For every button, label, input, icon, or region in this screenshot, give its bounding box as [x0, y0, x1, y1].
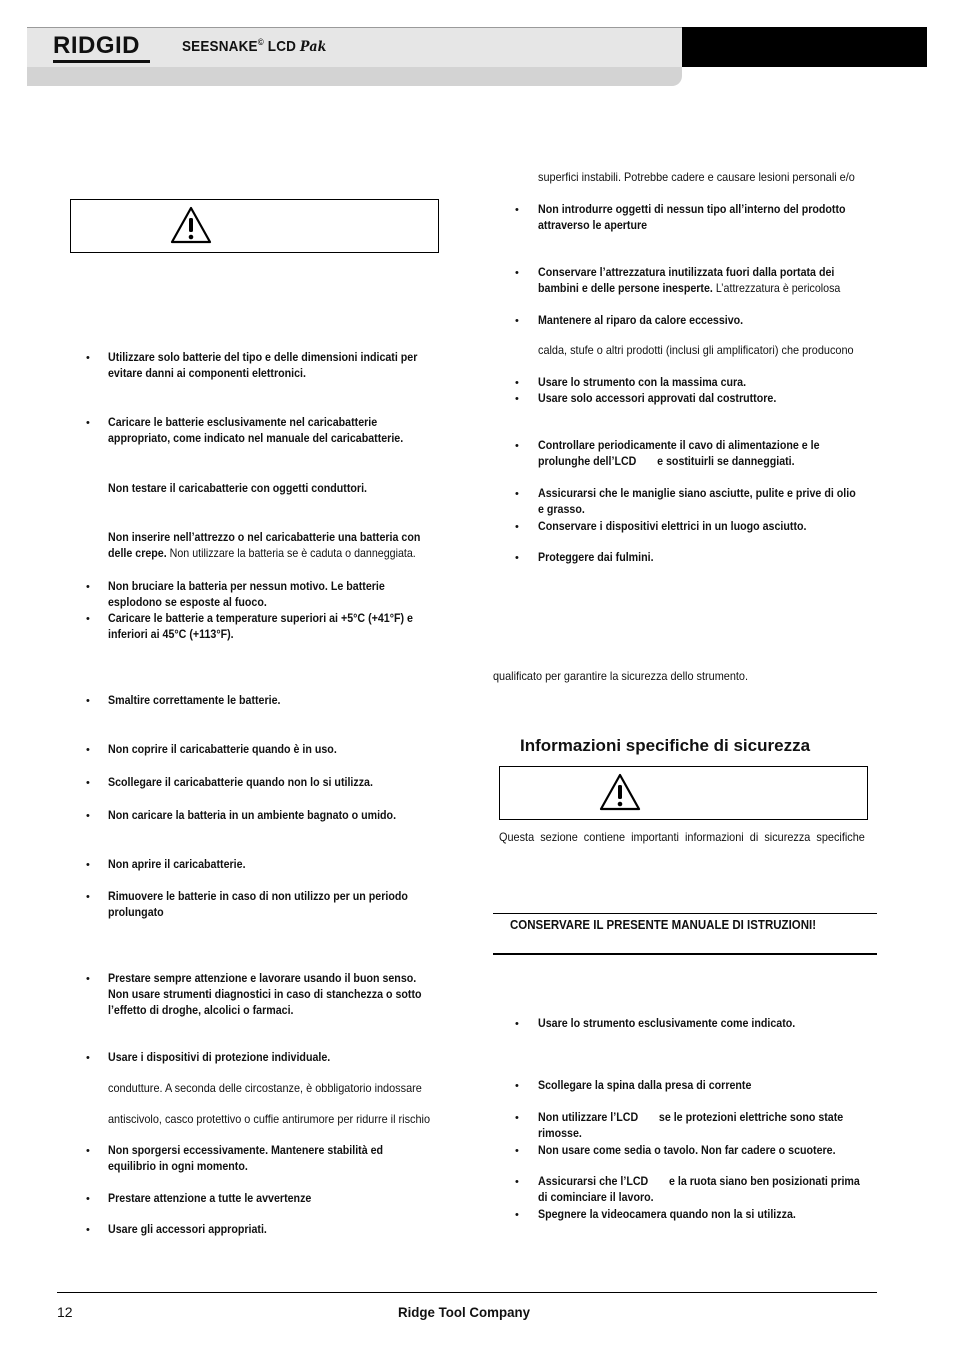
warning-box-right [499, 766, 868, 820]
bullet-icon: • [86, 613, 90, 625]
page-number: 12 [57, 1304, 73, 1320]
bullet-icon: • [515, 1112, 519, 1124]
section-heading: Informazioni specifiche di sicurezza [520, 736, 811, 755]
bold-text: Utilizzare solo batterie del tipo e delle dimensioni indicati per [108, 351, 418, 364]
bold-text: Non inserire nell’attrezzo o nel caricabatterie una batteria con [108, 531, 421, 544]
bold-text: l’effetto di droghe, alcolici o farmaci. [108, 1004, 294, 1017]
bullet-icon: • [86, 859, 90, 871]
text-line [538, 265, 834, 281]
bullet-icon: • [515, 552, 519, 564]
bold-text: Prestare sempre attenzione e lavorare usando il buon senso. [108, 972, 417, 985]
text-line [108, 742, 337, 758]
text-line [538, 1190, 654, 1206]
normal-text: calda, stufe o altri prodotti (inclusi gli amplificatori) che producono [538, 344, 854, 357]
header-underbar [27, 67, 682, 86]
bullet-icon: • [86, 417, 90, 429]
bold-text: e grasso. [538, 503, 585, 516]
bold-text: Non utilizzare l’LCD se le protezioni elettriche sono state [538, 1111, 844, 1124]
bold-text: Non testare il caricabatterie con oggetti conduttori. [108, 482, 368, 495]
text-line [538, 454, 795, 470]
text-line [538, 1110, 843, 1126]
bold-text: bambini e delle persone inesperte. [538, 282, 713, 295]
text-line [108, 530, 420, 546]
bullet-icon: • [515, 488, 519, 500]
ridgid-logo [53, 33, 150, 63]
text-line [108, 889, 408, 905]
bold-text: Scollegare la spina dalla presa di corrente [538, 1079, 752, 1092]
bullet-icon: • [515, 393, 519, 405]
bold-text: esplodono se esposte al fuoco. [108, 596, 267, 609]
bullet-icon: • [86, 1052, 90, 1064]
product-title [182, 37, 327, 55]
bullet-icon: • [86, 1224, 90, 1236]
text-line [538, 486, 856, 502]
text-line [108, 415, 377, 431]
text-line [538, 1174, 860, 1190]
text-line [108, 627, 234, 643]
brand-name: RIDGID [53, 32, 140, 59]
logo-underline [53, 60, 150, 63]
bullet-icon: • [515, 315, 519, 327]
header-dark-block [682, 27, 927, 67]
bold-text: delle crepe. [108, 547, 167, 560]
warning-triangle-icon [599, 773, 641, 811]
text-line [108, 481, 367, 497]
bold-text: Usare lo strumento con la massima cura. [538, 376, 747, 389]
conservare-note: CONSERVARE IL PRESENTE MANUALE DI ISTRUZIONI! [510, 918, 817, 932]
text-line [538, 1207, 796, 1223]
text-line [108, 546, 416, 562]
bold-text: Non usare strumenti diagnostici in caso di stanchezza o sotto [108, 988, 422, 1001]
bullet-icon: • [86, 777, 90, 789]
bullet-icon: • [86, 1145, 90, 1157]
text-line [108, 1081, 422, 1097]
bold-text: Non bruciare la batteria per nessun motivo. Le batterie [108, 580, 385, 593]
bold-text: Spegnere la videocamera quando non la si utilizza. [538, 1208, 796, 1221]
text-line [108, 431, 403, 447]
text-line [538, 1078, 751, 1094]
bold-text: Assicurarsi che l’LCD e la ruota siano ben posizionati prima [538, 1175, 860, 1188]
text-line [538, 550, 654, 566]
text-line [538, 519, 806, 535]
text-line [499, 830, 865, 846]
normal-text: qualificato per garantire la sicurezza dello strumento. [493, 670, 749, 683]
text-line [538, 1126, 582, 1142]
bold-text: inferiori ai 45°C (+113°F). [108, 628, 234, 641]
bold-text: Usare lo strumento esclusivamente come indicato. [538, 1017, 796, 1030]
bold-text: Non caricare la batteria in un ambiente bagnato o umido. [108, 809, 397, 822]
bold-text: Caricare le batterie a temperature superiori ai +5°C (+41°F) e [108, 612, 413, 625]
text-line [108, 579, 385, 595]
text-line [108, 971, 416, 987]
text-line [538, 438, 820, 454]
text-line [108, 905, 164, 921]
text-line [538, 170, 855, 186]
normal-text: superfici instabili. Potrebbe cadere e causare lesioni personali e/o [538, 171, 855, 184]
bold-text: di cominciare il lavoro. [538, 1191, 654, 1204]
bold-text: Conservare l’attrezzatura inutilizzata fuori dalla portata dei [538, 266, 835, 279]
text-line [108, 1003, 294, 1019]
text-line [538, 391, 776, 407]
bullet-icon: • [86, 891, 90, 903]
warning-box-left [70, 199, 439, 253]
bullet-icon: • [515, 440, 519, 452]
text-line [538, 281, 840, 297]
text-line [538, 1016, 795, 1032]
product-reg: © [257, 37, 264, 47]
bold-text: Proteggere dai fulmini. [538, 551, 654, 564]
bold-text: Prestare attenzione a tutte le avvertenze [108, 1192, 312, 1205]
text-line [108, 1050, 330, 1066]
text-line [538, 375, 746, 391]
bullet-icon: • [86, 810, 90, 822]
bullet-icon: • [515, 1176, 519, 1188]
text-line [538, 502, 585, 518]
text-line [108, 693, 281, 709]
bold-text: Smaltire correttamente le batterie. [108, 694, 281, 707]
footer-rule [57, 1292, 877, 1293]
warning-triangle-icon [170, 206, 212, 244]
bullet-icon: • [86, 352, 90, 364]
bullet-icon: • [515, 1018, 519, 1030]
text-line [108, 987, 422, 1003]
bold-text: Caricare le batterie esclusivamente nel caricabatterie [108, 416, 378, 429]
normal-text: L’attrezzatura è pericolosa [712, 282, 841, 295]
bullet-icon: • [515, 1209, 519, 1221]
rule-bottom [493, 953, 877, 955]
product-script: Pak [300, 39, 327, 55]
bullet-icon: • [86, 581, 90, 593]
bold-text: Non coprire il caricabatterie quando è in uso. [108, 743, 337, 756]
bold-text: appropriato, come indicato nel manuale del caricabatterie. [108, 432, 404, 445]
product-lcd: LCD [263, 38, 301, 55]
text-line [108, 611, 413, 627]
bold-text: prolungato [108, 906, 164, 919]
text-line [108, 350, 417, 366]
text-line [538, 1143, 836, 1159]
text-line [108, 1143, 383, 1159]
bullet-icon: • [515, 1080, 519, 1092]
bold-text: Conservare i dispositivi elettrici in un luogo asciutto. [538, 520, 807, 533]
text-line [538, 202, 846, 218]
bold-text: prolunghe dell’LCD e sostituirli se danneggiati. [538, 455, 795, 468]
bold-text: Usare gli accessori appropriati. [108, 1223, 267, 1236]
normal-text: Questa sezione contiene importanti informazioni di sicurezza specifiche [499, 831, 865, 844]
bullet-icon: • [86, 1193, 90, 1205]
text-line [108, 775, 373, 791]
text-line [108, 595, 267, 611]
text-line [108, 1191, 311, 1207]
text-line [108, 366, 306, 382]
text-line [108, 1112, 430, 1128]
product-prefix: SEESNAKE [182, 38, 258, 55]
bold-text: Mantenere al riparo da calore eccessivo. [538, 314, 744, 327]
bold-text: Non usare come sedia o tavolo. Non far cadere o scuotere. [538, 1144, 836, 1157]
text-line [538, 343, 854, 359]
text-line [108, 1159, 248, 1175]
normal-text: antiscivolo, casco protettivo o cuffie antirumore per ridurre il rischio [108, 1113, 431, 1126]
bold-text: Non aprire il caricabatterie. [108, 858, 246, 871]
bullet-icon: • [86, 695, 90, 707]
bold-text: Rimuovere le batterie in caso di non utilizzo per un periodo [108, 890, 408, 903]
bold-text: Usare solo accessori approvati dal costruttore. [538, 392, 777, 405]
bold-text: evitare danni ai componenti elettronici. [108, 367, 306, 380]
bold-text: Usare i dispositivi di protezione individuale. [108, 1051, 331, 1064]
bold-text: Non sporgersi eccessivamente. Mantenere stabilità ed [108, 1144, 384, 1157]
text-line [108, 1222, 267, 1238]
bullet-icon: • [515, 267, 519, 279]
text-line [538, 313, 743, 329]
bold-text: attraverso le aperture [538, 219, 648, 232]
bullet-icon: • [515, 1145, 519, 1157]
text-line [108, 857, 246, 873]
bold-text: Controllare periodicamente il cavo di alimentazione e le [538, 439, 820, 452]
bullet-icon: • [515, 377, 519, 389]
bold-text: equilibrio in ogni momento. [108, 1160, 248, 1173]
company-name: Ridge Tool Company [398, 1304, 531, 1320]
text-line [108, 808, 396, 824]
text-line [538, 218, 647, 234]
bullet-icon: • [515, 521, 519, 533]
bullet-icon: • [515, 204, 519, 216]
bold-text: Scollegare il caricabatterie quando non lo si utilizza. [108, 776, 373, 789]
text-line [493, 669, 748, 685]
bold-text: rimosse. [538, 1127, 582, 1140]
bullet-icon: • [86, 973, 90, 985]
bold-text: Assicurarsi che le maniglie siano asciutte, pulite e prive di olio [538, 487, 856, 500]
bullet-icon: • [86, 744, 90, 756]
bold-text: Non introdurre oggetti di nessun tipo all’interno del prodotto [538, 203, 846, 216]
normal-text: Non utilizzare la batteria se è caduta o danneggiata. [166, 547, 416, 560]
rule-top [493, 913, 877, 914]
normal-text: condutture. A seconda delle circostanze, è obbligatorio indossare [108, 1082, 422, 1095]
